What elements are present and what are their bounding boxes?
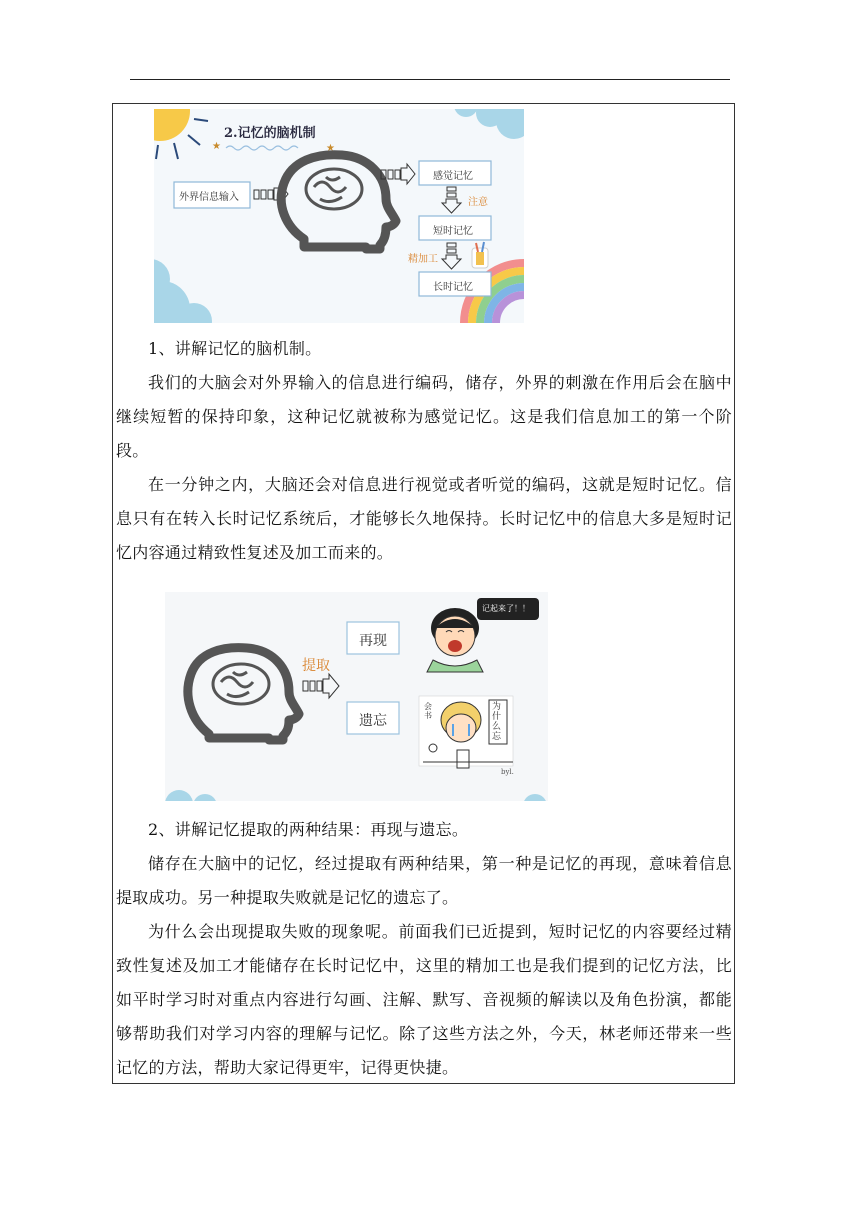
side-vertical-text: 为什么忘 — [492, 702, 502, 742]
cloud-icon — [454, 109, 524, 139]
paragraph-heading-2: 2、讲解记忆提取的两种结果：再现与遗忘。 — [148, 820, 469, 839]
processing-label: 精加工 — [408, 254, 438, 265]
paragraph-sensory-memory: 我们的大脑会对外界输入的信息进行编码，储存，外界的刺激在作用后会在脑中继续短暂的保持印象，这种记忆就被称为感觉记忆。这是我们信息加工的第一个阶段。 — [116, 373, 732, 460]
paragraph-retrieval-results: 储存在大脑中的记忆，经过提取有两种结果，第一种是记忆的再现，意味着信息提取成功。另一种提取失败就是记忆的遗忘了。 — [116, 854, 732, 907]
paragraph-heading-1: 1、讲解记忆的脑机制。 — [148, 339, 322, 358]
retrieve-label: 提取 — [302, 658, 330, 674]
memory-mechanism-figure — [154, 109, 524, 323]
figure1-title: 2.记忆的脑机制 — [224, 126, 316, 141]
cloud-icon — [154, 259, 212, 323]
signature-text: byl. — [501, 768, 514, 776]
header-rule — [130, 79, 730, 80]
input-label: 外界信息输入 — [179, 192, 239, 203]
paragraph-short-term-memory: 在一分钟之内，大脑还会对信息进行视觉或者听觉的编码，这就是短时记忆。信息只有在转入长时记忆系统后，才能够长久地保持。长时记忆中的信息大多是短时记忆内容通过精致性复述及加工而来的。 — [116, 475, 732, 562]
pencil-cup-icon — [472, 242, 488, 268]
sensory-memory-label: 感觉记忆 — [433, 171, 473, 182]
svg-text:★: ★ — [326, 143, 335, 154]
cloud-icon — [165, 790, 547, 801]
short-term-memory-label: 短时记忆 — [433, 226, 473, 237]
memory-retrieval-illustration — [165, 592, 548, 801]
recall-label: 再现 — [359, 633, 387, 649]
forget-label: 遗忘 — [359, 713, 387, 729]
speech-bubble-text: 记起来了！！ — [482, 604, 530, 613]
long-term-memory-label: 长时记忆 — [433, 282, 473, 293]
memory-retrieval-figure — [165, 592, 548, 801]
sun-icon — [154, 109, 208, 159]
svg-text:★: ★ — [212, 141, 221, 152]
side-mark-text: 会书 — [424, 702, 432, 720]
attention-label: 注意 — [468, 197, 488, 208]
paragraph-retrieval-failure: 为什么会出现提取失败的现象呢。前面我们已近提到，短时记忆的内容要经过精致性复述及加工才能储存在长时记忆中，这里的精加工也是我们提到的记忆方法，比如平时学习时对重点内容进行勾画、注解、默写、音视频的解读以及角色扮演，都能够帮助我们对学习内容的理解与记忆。除了这些方法之外，今天，林老师还带来一些记忆的方法，帮助大家记得更牢，记得更快捷。 — [116, 922, 732, 1077]
happy-girl-illustration — [427, 608, 483, 672]
